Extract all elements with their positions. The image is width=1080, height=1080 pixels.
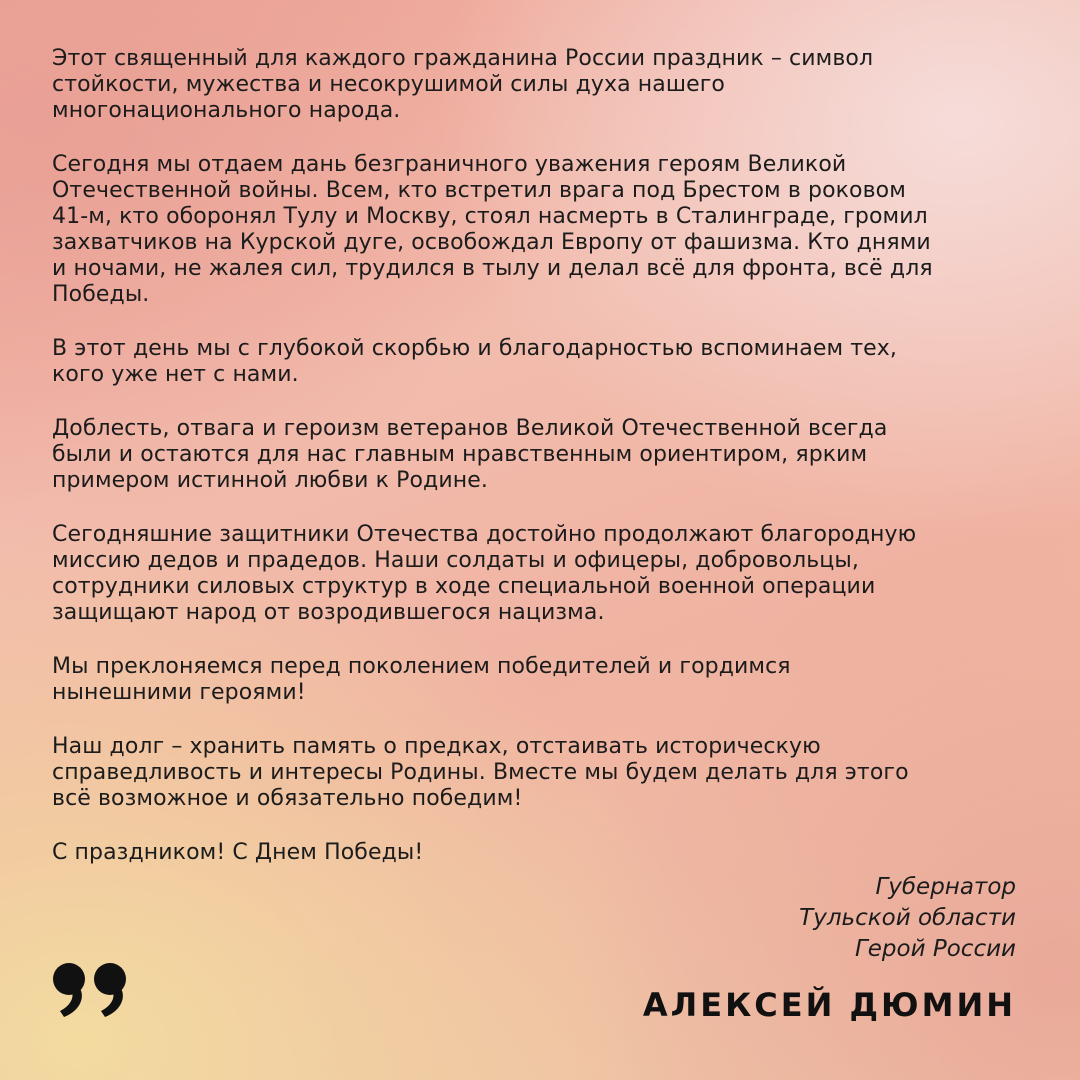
paragraph-5: Сегодняшние защитники Отечества достойно продолжают благородную миссию дедов и прадедов. Наши солдаты и офицеры, добровольцы, сотрудники силовых структур в ходе специальной военной операции защищают народ от возродившегося нацизма.: [52, 522, 917, 625]
paragraph-3: В этот день мы с глубокой скорбью и благодарностью вспоминаем тех, кого уже нет с нами.: [52, 336, 898, 387]
paragraph-7: Наш долг – хранить память о предках, отстаивать историческую справедливость и интересы Родины. Вместе мы будем делать для этого всё возможное и обязательно победим!: [52, 734, 909, 811]
letter-body: [52, 46, 1012, 894]
signature-title-2: Тульской области: [799, 905, 1016, 931]
signature-title-1: Губернатор: [875, 874, 1016, 900]
paragraph-4: Доблесть, отвага и героизм ветеранов Великой Отечественной всегда были и остаются для нас главным нравственным ориентиром, ярким примером истинной любви к Родине.: [52, 416, 888, 493]
author-name: АЛЕКСЕЙ ДЮМИН: [642, 986, 1016, 1024]
paragraph-6: Мы преклоняемся перед поколением победителей и гордимся нынешними героями!: [52, 654, 791, 705]
signature-title-3: Герой России: [854, 936, 1016, 962]
closing-quote-icon: [52, 962, 132, 1018]
paragraph-2: Сегодня мы отдаем дань безграничного уважения героям Великой Отечественной войны. Всем, кто встретил врага под Брестом в роковом 41-м, кто оборонял Тулу и Москву, стоял насмерть в Сталинграде, громил захватчиков на Курской дуге, освобождал Европу от фашизма. Кто днями и ночами, не жалея сил, трудился в тылу и делал всё для фронта, всё для Победы.: [52, 152, 933, 307]
signature-block: [799, 872, 1016, 965]
paragraph-1: Этот священный для каждого гражданина России праздник – символ стойкости, мужества и несокрушимой силы духа нашего многонационального народа.: [52, 46, 874, 123]
paragraph-8: С праздником! С Днем Победы!: [52, 840, 424, 865]
